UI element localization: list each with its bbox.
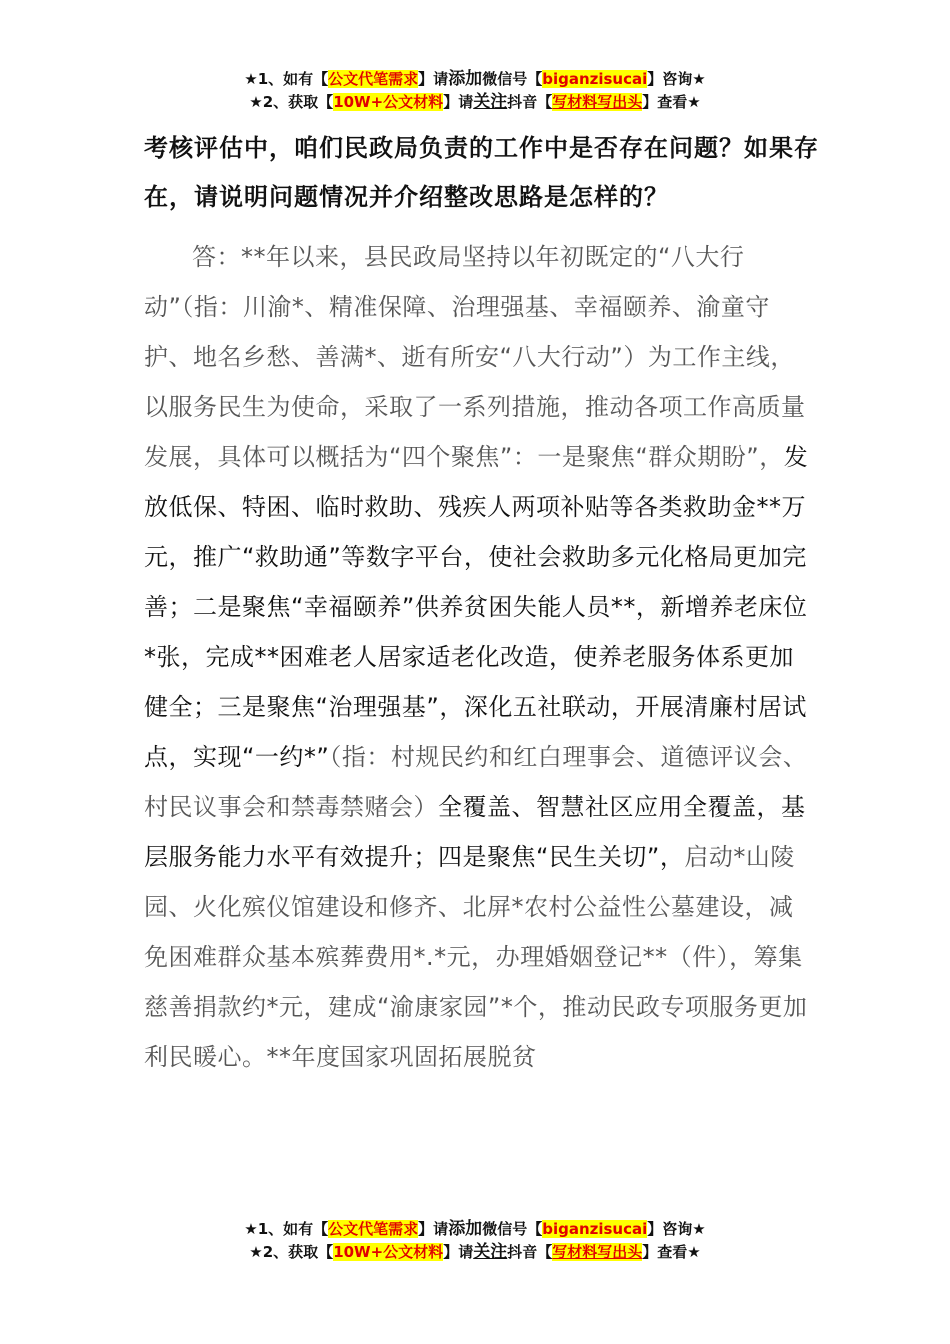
banner-emphasis: 关注 [473,92,508,112]
banner-text: 微信号【 [482,70,543,88]
banner-text: ★2、获取【 [249,1243,334,1261]
banner-text: 】查看★ [642,93,701,111]
banner-text: ★1、如有【 [244,70,329,88]
answer-text: 全覆盖、智慧社区应用全覆盖，基层服务能力水平有效提升；四是聚焦“民生关切”， [144,793,806,871]
banner-text: 微信号【 [482,1220,543,1238]
highlight-wechat-id[interactable]: biganzisucai [542,70,648,88]
banner-text: 抖音【 [507,93,553,111]
highlight-materials: 10W+公文材料 [333,93,444,111]
banner-text: 抖音【 [507,1243,553,1261]
footer-banner-line-1 [0,1218,950,1241]
answer-text: 启动*山陵园、火化殡仪馆建设和修齐、北屏*农村公益性公墓建设，减免困难群众基本殡葬费用*.*元，办理婚姻登记**（件），筹集慈善捐款约*元，建成“渝康家园”*个，推动民政专项服务更加利民暖心。**年度国家巩固拓展脱贫 [144,843,808,1071]
header-banner-line-1 [0,68,950,91]
banner-emphasis: 添加 [448,69,483,89]
highlight-wechat-id[interactable]: biganzisucai [542,1220,648,1238]
question-heading: 考核评估中，咱们民政局负责的工作中是否存在问题？如果存在，请说明问题情况并介绍整改思路是怎样的？ [144,134,819,211]
highlight-douyin-account[interactable]: 写材料写出头 [552,1243,643,1261]
answer-text: 答：**年以来，县民政局坚持以年初既定的“八大行动”（指：川渝*、精准保障、治理强基、幸福颐养、渝童守护、地名乡愁、善满*、逝有所安“八大行动”）为工作主线，以服务民生为使命，采取了一系列措施，推动各项工作高质量发展，具体可以概括为“四个聚焦”：一是聚焦“群众期盼”， [144,243,806,471]
footer-banner [0,1218,950,1264]
banner-text: ★1、如有【 [244,1220,329,1238]
banner-emphasis: 关注 [473,1242,508,1262]
banner-text: 】咨询★ [647,1220,706,1238]
header-banner-line-2 [0,91,950,114]
answer-text: 发放低保、特困、临时救助、残疾人两项补贴等各类救助金**万元，推广“救助通”等数字平台，使社会救助多元化格局更加完善；二是聚焦“幸福颐养”供养贫困失能人员**，新增养老床位*张，完成**困难老人居家适老化改造，使养老服务体系更加健全；三是聚焦“治理强基”，深化五社联动，开展清廉村居试点，实现“一约*” [144,443,809,771]
highlight-materials: 10W+公文材料 [333,1243,444,1261]
answer-paragraph [144,232,816,1082]
header-banner [0,68,950,114]
banner-text: 】查看★ [642,1243,701,1261]
banner-text: 】请 [443,1243,474,1261]
banner-text: 】咨询★ [647,70,706,88]
highlight-service: 公文代笔需求 [328,1220,419,1238]
banner-emphasis: 添加 [448,1219,483,1239]
answer-text: （指：村规民约和红白理事会、道德评议会、村民议事会和禁毒禁赌会） [144,743,808,821]
banner-text: ★2、获取【 [249,93,334,111]
highlight-service: 公文代笔需求 [328,70,419,88]
banner-text: 】请 [443,93,474,111]
highlight-douyin-account[interactable]: 写材料写出头 [552,93,643,111]
banner-text: 】请 [418,1220,449,1238]
footer-banner-line-2 [0,1241,950,1264]
banner-text: 】请 [418,70,449,88]
